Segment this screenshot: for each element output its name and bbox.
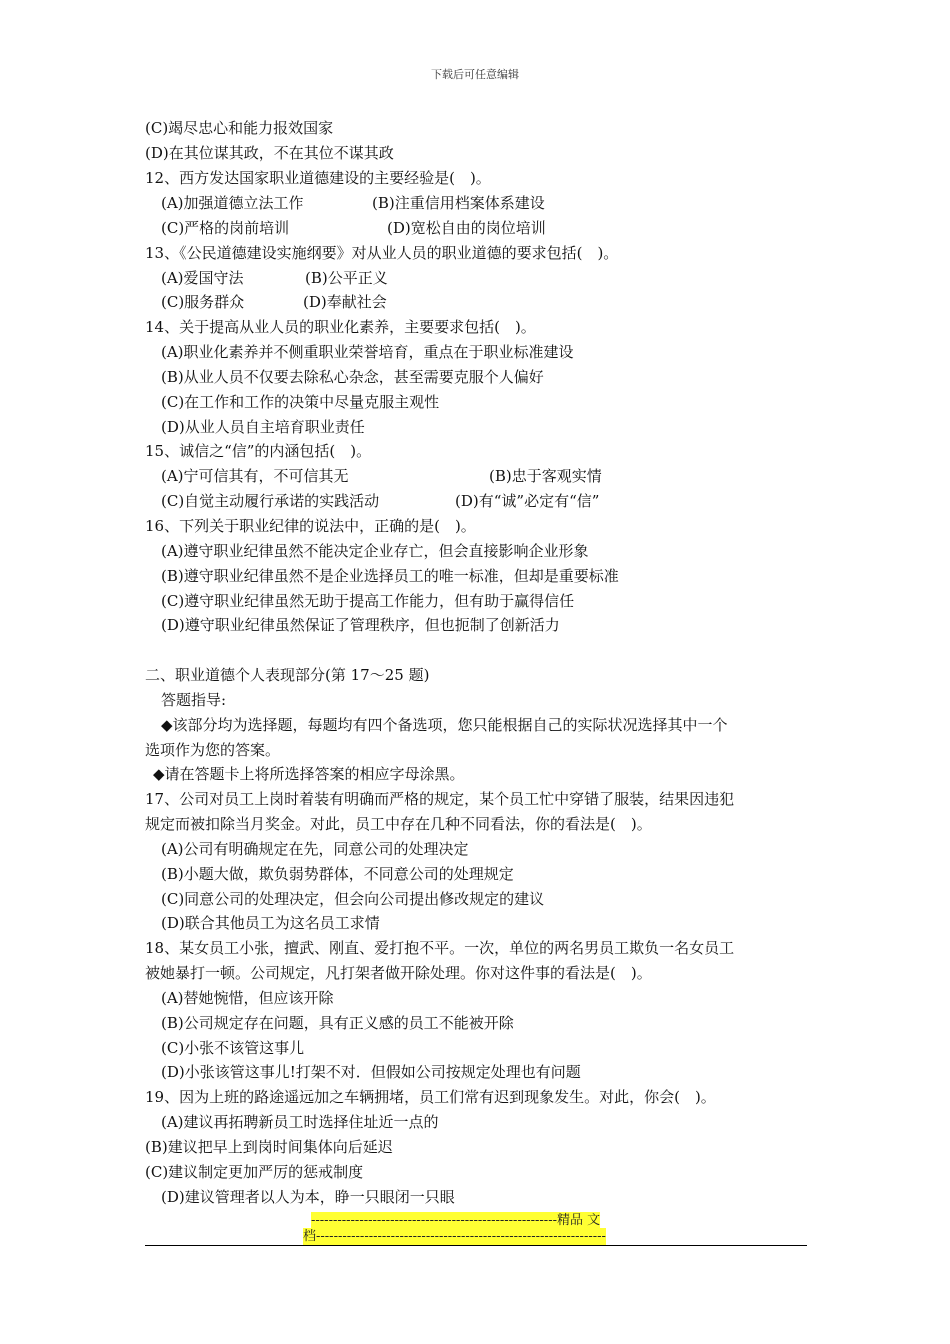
option-a-13: (A)爱国守法: [161, 269, 244, 287]
question-15: 15、诚信之“信”的内涵包括( )。: [145, 442, 372, 460]
option-d-14: (D)从业人员自主培育职业责任: [161, 418, 365, 436]
footer-divider: [145, 1245, 807, 1246]
option-d-11: (D)在其位谋其政，不在其位不谋其政: [145, 144, 394, 162]
question-12: 12、西方发达国家职业道德建设的主要经验是( )。: [145, 169, 491, 187]
instruction-2: ◆请在答题卡上将所选择答案的相应字母涂黑。: [153, 765, 465, 783]
option-b-14: (B)从业人员不仅要去除私心杂念，甚至需要克服个人偏好: [161, 368, 544, 386]
page-header: 下载后可任意编辑: [431, 68, 519, 81]
question-18-cont: 被她暴打一顿。公司规定，凡打架者做开除处理。你对这件事的看法是( )。: [145, 964, 652, 982]
option-b-15: (B)忠于客观实情: [489, 467, 602, 485]
option-row: [161, 491, 600, 511]
option-a-14: (A)职业化素养并不侧重职业荣誉培育，重点在于职业标准建设: [161, 343, 574, 361]
option-row: [161, 268, 388, 288]
option-a-15: (A)宁可信其有，不可信其无: [161, 467, 349, 485]
option-c-14: (C)在工作和工作的决策中尽量克服主观性: [161, 393, 440, 411]
instructions-label: 答题指导:: [161, 691, 227, 709]
question-19: 19、因为上班的路途遥远加之车辆拥堵，员工们常有迟到现象发生。对此，你会( )。: [145, 1088, 716, 1106]
option-a-18: (A)替她惋惜，但应该开除: [161, 989, 334, 1007]
option-d-16: (D)遵守职业纪律虽然保证了管理秩序，但也扼制了创新活力: [161, 616, 560, 634]
option-c-15: (C)自觉主动履行承诺的实践活动: [161, 492, 380, 510]
option-a-19: (A)建议再拓聘新员工时选择住址近一点的: [161, 1113, 439, 1131]
question-14: 14、关于提高从业人员的职业化素养，主要要求包括( )。: [145, 318, 536, 336]
question-17-cont: 规定而被扣除当月奖金。对此，员工中存在几种不同看法，你的看法是( )。: [145, 815, 652, 833]
question-16: 16、下列关于职业纪律的说法中，正确的是( )。: [145, 517, 476, 535]
footer-watermark-line-2: 档------------------------------------------------------------------: [303, 1229, 606, 1244]
option-b-17: (B)小题大做，欺负弱势群体，不同意公司的处理规定: [161, 865, 514, 883]
option-d-18: (D)小张该管这事儿!打架不对．但假如公司按规定处理也有问题: [161, 1063, 581, 1081]
option-row: [161, 466, 602, 486]
option-c-17: (C)同意公司的处理决定，但会向公司提出修改规定的建议: [161, 890, 545, 908]
question-17: 17、公司对员工上岗时着装有明确而严格的规定，某个员工忙中穿错了服装，结果因违犯: [145, 790, 735, 808]
option-d-15: (D)有“诚”必定有“信”: [455, 492, 600, 510]
option-b-16: (B)遵守职业纪律虽然不是企业选择员工的唯一标准，但却是重要标准: [161, 567, 619, 585]
option-c-18: (C)小张不该管这事儿: [161, 1039, 305, 1057]
option-d-12: (D)宽松自由的岗位培训: [387, 219, 546, 237]
option-b-19: (B)建议把早上到岗时间集体向后延迟: [145, 1138, 393, 1156]
question-13: 13、《公民道德建设实施纲要》对从业人员的职业道德的要求包括( )。: [145, 244, 619, 262]
option-c-16: (C)遵守职业纪律虽然无助于提高工作能力，但有助于赢得信任: [161, 592, 575, 610]
option-b-12: (B)注重信用档案体系建设: [372, 194, 545, 212]
option-row: [161, 218, 546, 238]
instruction-1-cont: 选项作为您的答案。: [145, 741, 281, 759]
option-a-16: (A)遵守职业纪律虽然不能决定企业存亡，但会直接影响企业形象: [161, 542, 589, 560]
option-c-13: (C)服务群众: [161, 293, 245, 311]
option-d-19: (D)建议管理者以人为本，睁一只眼闭一只眼: [161, 1188, 455, 1206]
option-b-13: (B)公平正义: [305, 269, 388, 287]
option-row: [161, 292, 387, 312]
question-18: 18、某女员工小张，擅武、刚直、爱打抱不平。一次，单位的两名男员工欺负一名女员工: [145, 939, 735, 957]
instruction-1: ◆该部分均为选择题，每题均有四个备选项，您只能根据自己的实际状况选择其中一个: [161, 716, 728, 734]
option-b-18: (B)公司规定存在问题，具有正义感的员工不能被开除: [161, 1014, 514, 1032]
section-title: 二、职业道德个人表现部分(第 17～25 题): [145, 666, 430, 684]
option-c-12: (C)严格的岗前培训: [161, 219, 290, 237]
option-a-12: (A)加强道德立法工作: [161, 194, 304, 212]
footer-watermark-line-1: --------------------------------------------------------精品 文: [311, 1213, 601, 1228]
option-d-17: (D)联合其他员工为这名员工求情: [161, 914, 380, 932]
option-a-17: (A)公司有明确规定在先，同意公司的处理决定: [161, 840, 469, 858]
option-c-19: (C)建议制定更加严厉的惩戒制度: [145, 1163, 364, 1181]
option-d-13: (D)奉献社会: [303, 293, 387, 311]
option-row: [161, 193, 545, 213]
option-c-11: (C)竭尽忠心和能力报效国家: [145, 119, 334, 137]
